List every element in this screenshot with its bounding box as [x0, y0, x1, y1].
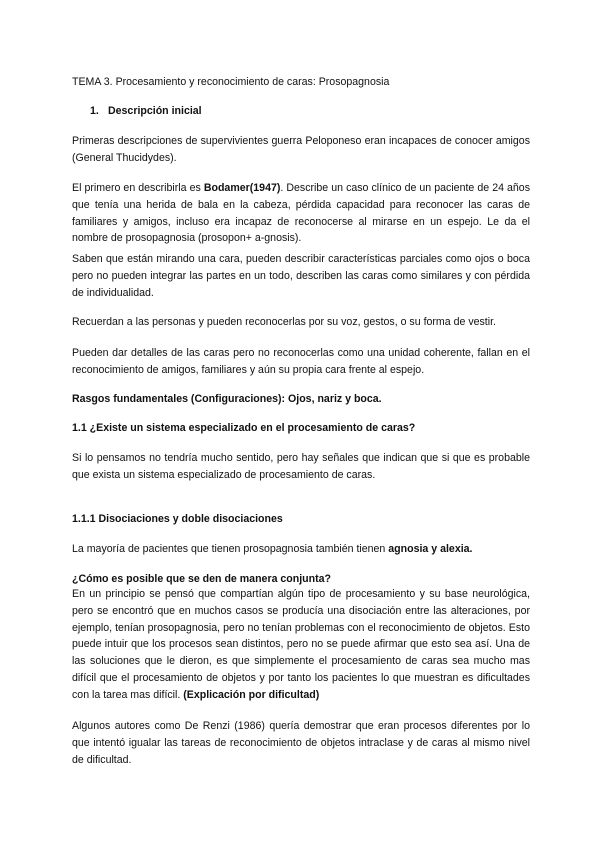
paragraph-specialized-system: Si lo pensamos no tendría mucho sentido, pero hay señales que indican que si que es probable que exista un sistema especializado de procesamiento de caras. — [72, 452, 530, 481]
paragraph-face-parts: Saben que están mirando una cara, pueden describir características parciales como ojos o boca pero no pueden integrar las partes en un todo, describen las caras como similares y con pérdida de individualidad. — [72, 253, 530, 299]
bodamer-citation: Bodamer(1947) — [203, 182, 281, 194]
paragraph-dissociation-body: En un principio se pensó que compartían algún tipo de procesamiento y su base neurológica, pero se encontró que en muchos casos se producía una disociación entre las alteraciones, por ejemplo, tenían prosopagnosia, pero no tenían problemas con el reconocimiento de objetos. Esto puede intuir que los procesos sean distintos, pero no se puede afirmar que esto sea así. Una de las soluciones que le dieron, es que simplemente el procesamiento de caras sea mucho mas difícil que el procesamiento de objetos y por tanto los pacientes lo que muestran es dificultades con la tarea mas difícil. — [72, 588, 530, 701]
section-heading-1-1: 1.1 ¿Existe un sistema especializado en el procesamiento de caras? — [72, 422, 416, 434]
paragraph-recognition-voice: Recuerdan a las personas y pueden reconocerlas por su voz, gestos, o su forma de vestir. — [72, 316, 496, 328]
paragraph-details: Pueden dar detalles de las caras pero no reconocerlas como una unidad coherente, fallan en el reconocimiento de amigos, familiares y aún su propia cara frente al espejo. — [72, 347, 530, 376]
paragraph-agnosia — [72, 541, 530, 558]
agnosia-alexia-term: agnosia y alexia. — [388, 543, 473, 555]
rasgos-heading: Rasgos fundamentales (Configuraciones): Ojos, nariz y boca. — [72, 393, 382, 405]
paragraph-dissociation — [72, 586, 530, 704]
section-heading-1 — [90, 103, 548, 120]
paragraph-agnosia-intro: La mayoría de pacientes que tienen prosopagnosia también tienen — [72, 543, 389, 555]
section-label: Descripción inicial — [108, 105, 202, 117]
document-title: TEMA 3. Procesamiento y reconocimiento de caras: Prosopagnosia — [72, 76, 390, 88]
paragraph-de-renzi: Algunos autores como De Renzi (1986) quería demostrar que eran procesos diferentes por lo que intentó igualar las tareas de reconocimiento de objetos intraclase y de caras al mismo nivel de dificultad. — [72, 720, 530, 766]
paragraph-history: Primeras descripciones de supervivientes guerra Peloponeso eran incapaces de conocer amigos (General Thucidydes). — [72, 135, 530, 164]
paragraph-bodamer-intro: El primero en describirla es — [72, 182, 204, 194]
question-heading: ¿Cómo es posible que se den de manera conjunta? — [72, 573, 332, 585]
paragraph-bodamer — [72, 180, 530, 247]
section-heading-1-1-1: 1.1.1 Disociaciones y doble disociaciones — [72, 513, 283, 525]
paragraph-bodamer-body: . Describe un caso clínico de un paciente de 24 años que tenía una herida de bala en la cabeza, pérdida capacidad para reconocer las caras de familiares y amigos, incluso era incapaz de reconocerse al mirarse en un espejo. Le da el nombre de prosopagnosia (prosopon+ a-gnosis). — [72, 182, 530, 245]
section-number: 1. — [90, 105, 99, 117]
difficulty-explanation: (Explicación por dificultad) — [183, 688, 320, 701]
